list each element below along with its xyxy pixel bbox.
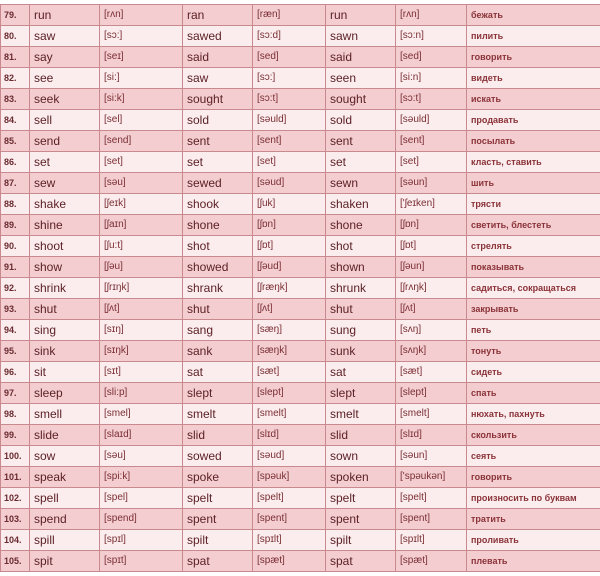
past-simple-transcription-cell: [sæŋk]: [253, 341, 326, 362]
infinitive-cell: sell: [30, 110, 100, 131]
past-participle-cell: spat: [326, 551, 396, 572]
past-participle-cell: set: [326, 152, 396, 173]
infinitive-cell: show: [30, 257, 100, 278]
past-simple-transcription-cell: [ʃræŋk]: [253, 278, 326, 299]
verb-number: 86.: [1, 152, 30, 173]
table-row: [1, 425, 600, 446]
past-participle-transcription-cell: [slɪd]: [396, 425, 467, 446]
verb-number: 82.: [1, 68, 30, 89]
infinitive-transcription-cell: [ʃəu]: [100, 257, 183, 278]
verb-number: 99.: [1, 425, 30, 446]
past-participle-transcription-cell: [smelt]: [396, 404, 467, 425]
infinitive-transcription-cell: [ʃu:t]: [100, 236, 183, 257]
infinitive-transcription-cell: [spɪt]: [100, 551, 183, 572]
infinitive-transcription-cell: [ʃaɪn]: [100, 215, 183, 236]
past-participle-cell: sung: [326, 320, 396, 341]
table-row: [1, 236, 600, 257]
past-participle-cell: spoken: [326, 467, 396, 488]
verb-number: 81.: [1, 47, 30, 68]
past-participle-transcription-cell: [ʃɒt]: [396, 236, 467, 257]
table-row: [1, 257, 600, 278]
verb-number: 84.: [1, 110, 30, 131]
table-row: [1, 131, 600, 152]
table-row: [1, 89, 600, 110]
past-participle-transcription-cell: [sed]: [396, 47, 467, 68]
past-simple-cell: shone: [183, 215, 253, 236]
table-row: [1, 194, 600, 215]
past-participle-transcription-cell: [sæt]: [396, 362, 467, 383]
table-row: [1, 152, 600, 173]
translation-cell: сеять: [467, 446, 600, 467]
past-participle-transcription-cell: [rʌn]: [396, 5, 467, 26]
past-participle-cell: sown: [326, 446, 396, 467]
infinitive-transcription-cell: [slaɪd]: [100, 425, 183, 446]
past-participle-transcription-cell: [sent]: [396, 131, 467, 152]
past-simple-transcription-cell: [səud]: [253, 446, 326, 467]
past-simple-cell: sank: [183, 341, 253, 362]
past-participle-transcription-cell: [ʃɒn]: [396, 215, 467, 236]
infinitive-transcription-cell: [rʌn]: [100, 5, 183, 26]
past-participle-transcription-cell: [spæt]: [396, 551, 467, 572]
past-participle-cell: said: [326, 47, 396, 68]
translation-cell: проливать: [467, 530, 600, 551]
past-participle-transcription-cell: [ʃrʌŋk]: [396, 278, 467, 299]
translation-cell: петь: [467, 320, 600, 341]
infinitive-cell: slide: [30, 425, 100, 446]
past-participle-transcription-cell: [set]: [396, 152, 467, 173]
past-simple-cell: shook: [183, 194, 253, 215]
verb-number: 98.: [1, 404, 30, 425]
infinitive-cell: sing: [30, 320, 100, 341]
past-participle-cell: shown: [326, 257, 396, 278]
table-row: [1, 404, 600, 425]
table-row: [1, 68, 600, 89]
infinitive-cell: set: [30, 152, 100, 173]
table-row: [1, 173, 600, 194]
verb-number: 91.: [1, 257, 30, 278]
past-participle-transcription-cell: [spent]: [396, 509, 467, 530]
irregular-verbs-table: [0, 4, 600, 572]
infinitive-cell: sow: [30, 446, 100, 467]
past-simple-cell: sang: [183, 320, 253, 341]
translation-cell: класть, ставить: [467, 152, 600, 173]
translation-cell: говорить: [467, 47, 600, 68]
past-participle-transcription-cell: [slept]: [396, 383, 467, 404]
past-simple-transcription-cell: [sæŋ]: [253, 320, 326, 341]
past-simple-transcription-cell: [slɪd]: [253, 425, 326, 446]
past-simple-transcription-cell: [səuld]: [253, 110, 326, 131]
verb-number: 87.: [1, 173, 30, 194]
table-row: [1, 320, 600, 341]
infinitive-transcription-cell: [səu]: [100, 446, 183, 467]
past-simple-transcription-cell: [spelt]: [253, 488, 326, 509]
past-participle-cell: spent: [326, 509, 396, 530]
infinitive-transcription-cell: [spel]: [100, 488, 183, 509]
translation-cell: продавать: [467, 110, 600, 131]
past-participle-cell: sewn: [326, 173, 396, 194]
past-simple-cell: said: [183, 47, 253, 68]
past-simple-cell: saw: [183, 68, 253, 89]
past-simple-transcription-cell: [ʃəud]: [253, 257, 326, 278]
past-participle-transcription-cell: [sɔ:t]: [396, 89, 467, 110]
past-participle-cell: sunk: [326, 341, 396, 362]
verb-number: 83.: [1, 89, 30, 110]
past-participle-cell: slept: [326, 383, 396, 404]
past-participle-cell: seen: [326, 68, 396, 89]
infinitive-transcription-cell: [ʃʌt]: [100, 299, 183, 320]
table-row: [1, 47, 600, 68]
past-simple-transcription-cell: [ʃɒn]: [253, 215, 326, 236]
past-simple-cell: sought: [183, 89, 253, 110]
past-simple-cell: sawed: [183, 26, 253, 47]
past-simple-transcription-cell: [spent]: [253, 509, 326, 530]
translation-cell: стрелять: [467, 236, 600, 257]
past-participle-cell: shot: [326, 236, 396, 257]
past-participle-transcription-cell: [sʌŋk]: [396, 341, 467, 362]
infinitive-transcription-cell: [sɪt]: [100, 362, 183, 383]
infinitive-cell: shrink: [30, 278, 100, 299]
infinitive-transcription-cell: [smel]: [100, 404, 183, 425]
past-simple-cell: spelt: [183, 488, 253, 509]
translation-cell: тонуть: [467, 341, 600, 362]
past-simple-cell: showed: [183, 257, 253, 278]
infinitive-transcription-cell: [sɪŋk]: [100, 341, 183, 362]
infinitive-cell: speak: [30, 467, 100, 488]
infinitive-cell: spit: [30, 551, 100, 572]
infinitive-transcription-cell: [ʃeɪk]: [100, 194, 183, 215]
past-simple-transcription-cell: [ʃuk]: [253, 194, 326, 215]
past-simple-cell: set: [183, 152, 253, 173]
infinitive-transcription-cell: [seɪ]: [100, 47, 183, 68]
past-simple-transcription-cell: [ræn]: [253, 5, 326, 26]
infinitive-transcription-cell: [si:]: [100, 68, 183, 89]
past-participle-cell: spelt: [326, 488, 396, 509]
verb-number: 95.: [1, 341, 30, 362]
past-simple-cell: sent: [183, 131, 253, 152]
verb-number: 93.: [1, 299, 30, 320]
translation-cell: скользить: [467, 425, 600, 446]
infinitive-transcription-cell: [sli:p]: [100, 383, 183, 404]
verb-number: 105.: [1, 551, 30, 572]
infinitive-cell: smell: [30, 404, 100, 425]
verb-number: 80.: [1, 26, 30, 47]
translation-cell: посылать: [467, 131, 600, 152]
translation-cell: показывать: [467, 257, 600, 278]
verb-number: 104.: [1, 530, 30, 551]
verb-number: 101.: [1, 467, 30, 488]
infinitive-transcription-cell: [ʃrɪŋk]: [100, 278, 183, 299]
infinitive-transcription-cell: [səu]: [100, 173, 183, 194]
infinitive-cell: sew: [30, 173, 100, 194]
infinitive-transcription-cell: [send]: [100, 131, 183, 152]
infinitive-transcription-cell: [spɪl]: [100, 530, 183, 551]
infinitive-cell: see: [30, 68, 100, 89]
table-row: [1, 278, 600, 299]
translation-cell: говорить: [467, 467, 600, 488]
verb-number: 92.: [1, 278, 30, 299]
table-row: [1, 530, 600, 551]
past-participle-transcription-cell: [sɔ:n]: [396, 26, 467, 47]
past-participle-transcription-cell: [spɪlt]: [396, 530, 467, 551]
past-participle-transcription-cell: [si:n]: [396, 68, 467, 89]
table-row: [1, 551, 600, 572]
table-row: [1, 509, 600, 530]
translation-cell: спать: [467, 383, 600, 404]
past-simple-cell: shut: [183, 299, 253, 320]
past-participle-cell: shrunk: [326, 278, 396, 299]
verb-number: 97.: [1, 383, 30, 404]
translation-cell: пилить: [467, 26, 600, 47]
past-simple-cell: sat: [183, 362, 253, 383]
infinitive-cell: shut: [30, 299, 100, 320]
infinitive-transcription-cell: [sɔ:]: [100, 26, 183, 47]
translation-cell: тратить: [467, 509, 600, 530]
past-participle-cell: spilt: [326, 530, 396, 551]
past-simple-cell: slid: [183, 425, 253, 446]
table-row: [1, 110, 600, 131]
table-row: [1, 26, 600, 47]
past-simple-cell: spoke: [183, 467, 253, 488]
table-row: [1, 5, 600, 26]
past-simple-transcription-cell: [səud]: [253, 173, 326, 194]
table-row: [1, 488, 600, 509]
infinitive-cell: spill: [30, 530, 100, 551]
past-participle-cell: sat: [326, 362, 396, 383]
table-row: [1, 362, 600, 383]
infinitive-cell: sleep: [30, 383, 100, 404]
past-simple-transcription-cell: [sed]: [253, 47, 326, 68]
past-participle-cell: shut: [326, 299, 396, 320]
past-participle-transcription-cell: ['ʃeɪken]: [396, 194, 467, 215]
translation-cell: произносить по буквам: [467, 488, 600, 509]
infinitive-cell: sink: [30, 341, 100, 362]
verb-number: 94.: [1, 320, 30, 341]
past-participle-transcription-cell: [ʃʌt]: [396, 299, 467, 320]
past-participle-cell: sent: [326, 131, 396, 152]
past-participle-cell: slid: [326, 425, 396, 446]
infinitive-cell: saw: [30, 26, 100, 47]
infinitive-transcription-cell: [sel]: [100, 110, 183, 131]
past-participle-transcription-cell: [ʃəun]: [396, 257, 467, 278]
past-simple-transcription-cell: [ʃʌt]: [253, 299, 326, 320]
past-simple-transcription-cell: [sæt]: [253, 362, 326, 383]
table-body: [1, 5, 600, 572]
infinitive-transcription-cell: [spend]: [100, 509, 183, 530]
translation-cell: садиться, сокращаться: [467, 278, 600, 299]
verb-number: 85.: [1, 131, 30, 152]
past-participle-cell: sawn: [326, 26, 396, 47]
infinitive-transcription-cell: [sɪŋ]: [100, 320, 183, 341]
past-simple-transcription-cell: [spəuk]: [253, 467, 326, 488]
translation-cell: шить: [467, 173, 600, 194]
translation-cell: плевать: [467, 551, 600, 572]
past-simple-transcription-cell: [set]: [253, 152, 326, 173]
infinitive-cell: send: [30, 131, 100, 152]
infinitive-cell: spell: [30, 488, 100, 509]
past-simple-cell: shot: [183, 236, 253, 257]
past-participle-cell: smelt: [326, 404, 396, 425]
past-participle-cell: shone: [326, 215, 396, 236]
table-row: [1, 215, 600, 236]
past-participle-transcription-cell: ['spəukən]: [396, 467, 467, 488]
past-participle-transcription-cell: [sʌŋ]: [396, 320, 467, 341]
verb-number: 100.: [1, 446, 30, 467]
past-simple-cell: spat: [183, 551, 253, 572]
translation-cell: искать: [467, 89, 600, 110]
translation-cell: трясти: [467, 194, 600, 215]
past-participle-transcription-cell: [səun]: [396, 173, 467, 194]
table-row: [1, 341, 600, 362]
infinitive-cell: say: [30, 47, 100, 68]
translation-cell: видеть: [467, 68, 600, 89]
infinitive-cell: seek: [30, 89, 100, 110]
past-participle-cell: sold: [326, 110, 396, 131]
infinitive-cell: shine: [30, 215, 100, 236]
table-row: [1, 299, 600, 320]
infinitive-transcription-cell: [spi:k]: [100, 467, 183, 488]
translation-cell: нюхать, пахнуть: [467, 404, 600, 425]
infinitive-transcription-cell: [si:k]: [100, 89, 183, 110]
infinitive-cell: shake: [30, 194, 100, 215]
past-participle-transcription-cell: [səuld]: [396, 110, 467, 131]
past-participle-transcription-cell: [spelt]: [396, 488, 467, 509]
translation-cell: сидеть: [467, 362, 600, 383]
past-simple-transcription-cell: [sɔ:]: [253, 68, 326, 89]
infinitive-cell: shoot: [30, 236, 100, 257]
verb-number: 79.: [1, 5, 30, 26]
past-simple-transcription-cell: [ʃɒt]: [253, 236, 326, 257]
translation-cell: светить, блестеть: [467, 215, 600, 236]
verb-number: 103.: [1, 509, 30, 530]
infinitive-cell: run: [30, 5, 100, 26]
past-simple-cell: spilt: [183, 530, 253, 551]
verb-number: 89.: [1, 215, 30, 236]
verb-number: 90.: [1, 236, 30, 257]
past-simple-transcription-cell: [sɔ:d]: [253, 26, 326, 47]
past-simple-cell: sold: [183, 110, 253, 131]
past-simple-cell: slept: [183, 383, 253, 404]
verb-number: 88.: [1, 194, 30, 215]
table-row: [1, 446, 600, 467]
infinitive-cell: spend: [30, 509, 100, 530]
past-simple-transcription-cell: [sɔ:t]: [253, 89, 326, 110]
past-simple-cell: spent: [183, 509, 253, 530]
past-participle-cell: shaken: [326, 194, 396, 215]
past-simple-cell: ran: [183, 5, 253, 26]
past-simple-cell: sewed: [183, 173, 253, 194]
past-simple-cell: shrank: [183, 278, 253, 299]
verb-number: 96.: [1, 362, 30, 383]
past-simple-transcription-cell: [smelt]: [253, 404, 326, 425]
past-participle-transcription-cell: [səun]: [396, 446, 467, 467]
past-participle-cell: run: [326, 5, 396, 26]
verb-number: 102.: [1, 488, 30, 509]
past-simple-transcription-cell: [slept]: [253, 383, 326, 404]
past-simple-cell: smelt: [183, 404, 253, 425]
table-row: [1, 383, 600, 404]
table-row: [1, 467, 600, 488]
translation-cell: закрывать: [467, 299, 600, 320]
past-simple-cell: sowed: [183, 446, 253, 467]
past-simple-transcription-cell: [sent]: [253, 131, 326, 152]
past-simple-transcription-cell: [spɪlt]: [253, 530, 326, 551]
infinitive-transcription-cell: [set]: [100, 152, 183, 173]
past-participle-cell: sought: [326, 89, 396, 110]
translation-cell: бежать: [467, 5, 600, 26]
past-simple-transcription-cell: [spæt]: [253, 551, 326, 572]
infinitive-cell: sit: [30, 362, 100, 383]
